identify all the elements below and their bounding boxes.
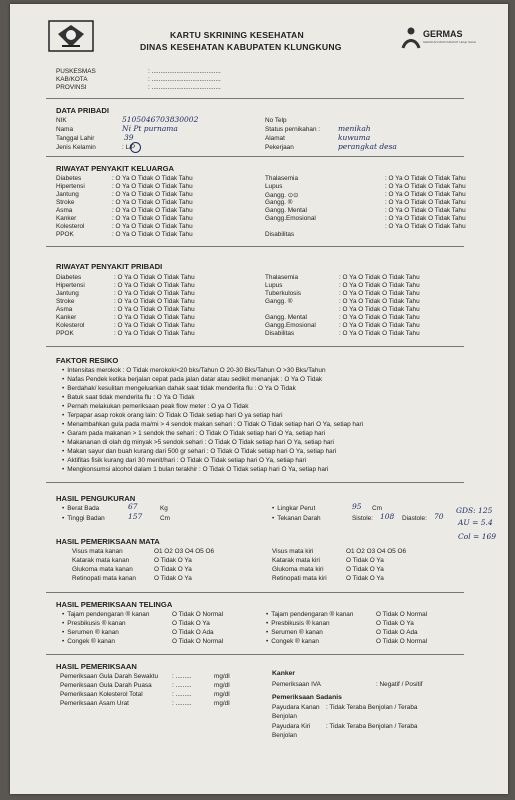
list-item[interactable]: Stroke : O Ya O Tidak O Tidak Tahu xyxy=(56,199,193,206)
list-item[interactable]: Jantung : O Ya O Tidak O Tidak Tahu xyxy=(56,191,193,198)
list-item[interactable]: • Congek ® kanan O Tidak O Normal xyxy=(62,638,223,645)
list-item[interactable]: Tuberkulosis : O Ya O Tidak O Tidak Tahu xyxy=(265,290,420,297)
riwayat-keluarga-heading: RIWAYAT PENYAKIT KELUARGA xyxy=(56,164,175,173)
sistole-value[interactable]: 108 xyxy=(380,512,395,521)
list-item[interactable]: : O Ya O Tidak O Tidak Tahu xyxy=(339,306,420,313)
list-item[interactable]: Kolesterol : O Ya O Tidak O Tidak Tahu xyxy=(56,223,193,230)
tinggi-badan-unit: Cm xyxy=(160,515,170,522)
gds-note: GDS: 125 xyxy=(456,506,493,515)
list-item[interactable]: Stroke : O Ya O Tidak O Tidak Tahu xyxy=(56,298,195,305)
list-item[interactable]: Thalasemia : O Ya O Tidak O Tidak Tahu xyxy=(265,175,466,182)
status-label: Status pernikahan : xyxy=(265,126,321,133)
list-item[interactable]: Pemeriksaan Gula Darah Puasa : ......... mg/dl xyxy=(60,682,230,689)
list-item[interactable]: Kanker : O Ya O Tidak O Tidak Tahu xyxy=(56,314,195,321)
list-item[interactable]: PPOK : O Ya O Tidak O Tidak Tahu xyxy=(56,330,195,337)
form-subtitle: DINAS KESEHATAN KABUPATEN KLUNGKUNG xyxy=(140,42,342,52)
germas-tagline: GERAKAN MASYARAKAT Hidup Sehat xyxy=(423,40,476,44)
berat-badan-label: • Berat Bada xyxy=(62,505,99,512)
list-item[interactable]: Diabetes : O Ya O Tidak O Tidak Tahu xyxy=(56,274,195,281)
list-item[interactable]: Disabilitas : O Ya O Tidak O Tidak Tahu xyxy=(265,330,420,337)
col-note: Col = 169 xyxy=(458,532,497,541)
faktor-resiko-heading: FAKTOR RESIKO xyxy=(56,356,119,365)
list-item[interactable]: Gangg. ® : O Ya O Tidak O Tidak Tahu xyxy=(265,298,420,305)
list-item[interactable]: • Mengkonsumsi alcohol dalam 1 bulan terakhir : O Tidak O Tidak setiap hari O Ya, setiap hari xyxy=(62,466,328,473)
payudara-kiri-wrap: Benjolan xyxy=(272,732,297,739)
list-item[interactable]: • Garam pada makanan > 1 sendok the sehari : O Tidak O Tidak setiap hari O Ya, setiap hari xyxy=(62,430,325,437)
list-item[interactable]: Diabetes : O Ya O Tidak O Tidak Tahu xyxy=(56,175,193,182)
alamat-value[interactable]: kuwuma xyxy=(338,133,371,142)
list-item[interactable]: Gangg. ® : O Ya O Tidak O Tidak Tahu xyxy=(265,199,466,206)
list-item[interactable]: • Presbikusis ® kanan O Tidak O Ya xyxy=(62,620,210,627)
au-note: AU = 5.4 xyxy=(458,518,493,527)
list-item[interactable]: • Presbikusis ® kanan O Tidak O Ya xyxy=(266,620,414,627)
list-item[interactable]: Gangg. Mental : O Ya O Tidak O Tidak Tahu xyxy=(265,207,466,214)
berat-badan-unit: Kg xyxy=(160,505,168,512)
tinggi-badan-value[interactable]: 157 xyxy=(128,512,143,521)
tanggal-lahir-value[interactable]: 39 xyxy=(124,133,134,142)
list-item[interactable]: Gangg.Emosional : O Ya O Tidak O Tidak Tahu xyxy=(265,215,466,222)
provinsi-field[interactable]: : ....................................... xyxy=(148,84,221,91)
pekerjaan-label: Pekerjaan xyxy=(265,144,294,151)
nama-value[interactable]: Ni Pt purnama xyxy=(122,124,178,133)
berat-badan-value[interactable]: 67 xyxy=(128,502,138,511)
kab-kota-label: KAB/KOTA xyxy=(56,76,88,83)
no-telp-label: No Telp xyxy=(265,117,287,124)
list-item[interactable]: Thalasemia : O Ya O Tidak O Tidak Tahu xyxy=(265,274,420,281)
list-item[interactable]: • Makananan di olah dg minyak >5 sendok sehari : O Tidak O Tidak setiap hari O Ya, setiap hari xyxy=(62,439,334,446)
sistole-label: Sistole: xyxy=(352,515,373,522)
list-item[interactable]: : O Ya O Tidak O Tidak Tahu xyxy=(385,223,466,230)
lingkar-perut-unit: Cm xyxy=(372,505,382,512)
list-item[interactable]: Gangg.Emosional : O Ya O Tidak O Tidak Tahu xyxy=(265,322,420,329)
list-item[interactable]: Pemeriksaan Kolesterol Total : ......... mg/dl xyxy=(60,691,230,698)
list-item[interactable]: PPOK : O Ya O Tidak O Tidak Tahu xyxy=(56,231,193,238)
list-item[interactable]: • Serumen ® kanan O Tidak O Ada xyxy=(62,629,214,636)
list-item[interactable]: • Pernah melakukan pemeriksaan peak flow meter : O ya O Tidak xyxy=(62,403,248,410)
list-item[interactable]: Hipertensi : O Ya O Tidak O Tidak Tahu xyxy=(56,282,195,289)
list-item[interactable]: Asma : O Ya O Tidak O Tidak Tahu xyxy=(56,306,195,313)
list-item[interactable]: Visus mata kiri O1 O2 O3 O4 O5 O6 xyxy=(272,548,407,555)
kab-kota-field[interactable]: : ....................................... xyxy=(148,76,221,83)
form-title: KARTU SKRINING KESEHATAN xyxy=(170,30,304,40)
payudara-kanan-label: Payudara Kanan xyxy=(272,704,320,711)
list-item[interactable]: Pemeriksaan Asam Urat : ......... mg/dl xyxy=(60,700,230,707)
payudara-kiri-options[interactable]: : Tidak Teraba Benjolan / Teraba xyxy=(326,723,418,730)
alamat-label: Alamat xyxy=(265,135,285,142)
list-item[interactable]: Jantung : O Ya O Tidak O Tidak Tahu xyxy=(56,290,195,297)
jenis-kelamin-value[interactable]: : L/P xyxy=(122,144,136,151)
nama-label: Nama xyxy=(56,126,74,133)
list-item[interactable]: Glukoma mata kanan O Tidak O Ya xyxy=(72,566,192,573)
list-item[interactable]: • Menambahkan gula pada ma/mi > 4 sendok makan sehari : O Tidak O Tidak setiap hari O Ya, setiap hari xyxy=(62,421,363,428)
nik-label: NIK xyxy=(56,117,67,124)
list-item[interactable]: Pemeriksaan Gula Darah Sewaktu : ......... mg/dl xyxy=(60,673,230,680)
iva-label: Pemeriksaan IVA xyxy=(272,681,321,688)
payudara-kanan-options[interactable]: : Tidak Teraba Benjolan / Teraba xyxy=(326,704,418,711)
list-item[interactable]: Lupus : O Ya O Tidak O Tidak Tahu xyxy=(265,282,420,289)
list-item[interactable]: Katarak mata kanan O Tidak O Ya xyxy=(72,557,192,564)
list-item[interactable]: • Intensitas merokok : O Tidak merokok/<20 bks/Tahun O 20-30 Bks/Tahun O >30 Bks/Tahun xyxy=(62,367,326,374)
list-item[interactable]: Katarak mata kiri O Tidak O Ya xyxy=(272,557,384,564)
gender-circle-mark xyxy=(130,142,141,153)
list-item[interactable]: Visus mata kanan O1 O2 O3 O4 O5 O6 xyxy=(72,548,215,555)
pekerjaan-value[interactable]: perangkat desa xyxy=(338,142,397,151)
lingkar-perut-label: • Lingkar Perut xyxy=(272,505,315,512)
list-item[interactable]: • Terpapar asap rokok orang lain: O Tidak O Tidak setiap hari O ya setiap hari xyxy=(62,412,283,419)
payudara-kiri-label: Payudara Kiri xyxy=(272,723,311,730)
tinggi-badan-label: • Tinggi Badan xyxy=(62,515,105,522)
payudara-kanan-wrap: Benjolan xyxy=(272,713,297,720)
list-item[interactable]: Kolesterol : O Ya O Tidak O Tidak Tahu xyxy=(56,322,195,329)
list-item[interactable]: • Tajam pendengaran ® kanan O Tidak O Normal xyxy=(266,611,427,618)
list-item[interactable]: • Congek ® kanan O Tidak O Normal xyxy=(266,638,427,645)
form-paper xyxy=(10,4,508,794)
jenis-kelamin-label: Jenis Kelamin xyxy=(56,144,96,151)
data-pribadi-heading: DATA PRIBADI xyxy=(56,106,110,115)
riwayat-pribadi-heading: RIWAYAT PENYAKIT PRIBADI xyxy=(56,262,163,271)
list-item[interactable]: Gangg. Mental : O Ya O Tidak O Tidak Tahu xyxy=(265,314,420,321)
list-item[interactable]: • Makan sayur dan buah kurang dari 500 gr sehari : O Tidak O Tidak setiap hari O Ya, setiap hari xyxy=(62,448,336,455)
hasil-pengukuran-heading: HASIL PENGUKURAN xyxy=(56,494,136,503)
list-item[interactable]: Lupus : O Ya O Tidak O Tidak Tahu xyxy=(265,183,466,190)
list-item[interactable]: • Aktifitas fisik kurang dari 30 menit/hari : O Tidak O Tidak setiap hari O Ya, setiap hari xyxy=(62,457,306,464)
puskesmas-label: PUSKESMAS xyxy=(56,68,96,75)
list-item[interactable]: Hipertensi : O Ya O Tidak O Tidak Tahu xyxy=(56,183,193,190)
list-item[interactable]: • Batuk saat tidak menderita flu : O Ya O Tidak xyxy=(62,394,195,401)
iva-options[interactable]: : Negatif / Positif xyxy=(376,681,423,688)
diastole-value[interactable]: 70 xyxy=(434,512,444,521)
telinga-heading: HASIL PEMERIKSAAN TELINGA xyxy=(56,600,173,609)
nik-value[interactable]: 5105046703830002 xyxy=(122,115,199,124)
list-item[interactable]: Retinopati mata kanan O Tidak O Ya xyxy=(72,575,192,582)
list-item[interactable]: Disabilitas xyxy=(265,231,295,238)
hasil-pemeriksaan-heading: HASIL PEMERIKSAAN xyxy=(56,662,137,671)
germas-logo-icon xyxy=(400,26,422,50)
status-value[interactable]: menikah xyxy=(338,124,371,133)
list-item[interactable]: • Serumen ® kanan O Tidak O Ada xyxy=(266,629,418,636)
tanggal-lahir-label: Tanggal Lahir xyxy=(56,135,95,142)
list-item[interactable]: Asma : O Ya O Tidak O Tidak Tahu xyxy=(56,207,193,214)
tekanan-darah-label: • Tekanan Darah xyxy=(272,515,321,522)
list-item[interactable]: Kanker : O Ya O Tidak O Tidak Tahu xyxy=(56,215,193,222)
diastole-label: Diastole: xyxy=(402,515,427,522)
kanker-heading: Kanker xyxy=(272,670,296,677)
lingkar-perut-value[interactable]: 95 xyxy=(352,502,362,511)
provinsi-label: PROVINSI xyxy=(56,84,87,91)
regency-logo-icon xyxy=(48,20,94,52)
list-item[interactable]: • Nafas Pendek ketika berjalan cepat pada jalan datar atau sedikit menanjak : O Ya O Tidak xyxy=(62,376,322,383)
list-item[interactable]: Glukoma mata kiri O Tidak O Ya xyxy=(272,566,384,573)
sadanis-heading: Pemeriksaan Sadanis xyxy=(272,694,342,701)
list-item[interactable]: • Berdahak/ kesulitan mengeluarkan dahak saat tidak menderita flu : O Ya O Tidak xyxy=(62,385,296,392)
mata-heading: HASIL PEMERIKSAAN MATA xyxy=(56,537,160,546)
list-item[interactable]: Retinopati mata kiri O Tidak O Ya xyxy=(272,575,384,582)
list-item[interactable]: Gangg. ⊙⊙ : O Ya O Tidak O Tidak Tahu xyxy=(265,191,466,199)
puskesmas-field[interactable]: : ....................................... xyxy=(148,68,221,75)
list-item[interactable]: • Tajam pendengaran ® kanan O Tidak O Normal xyxy=(62,611,223,618)
germas-logo-text: GERMAS xyxy=(423,29,463,39)
